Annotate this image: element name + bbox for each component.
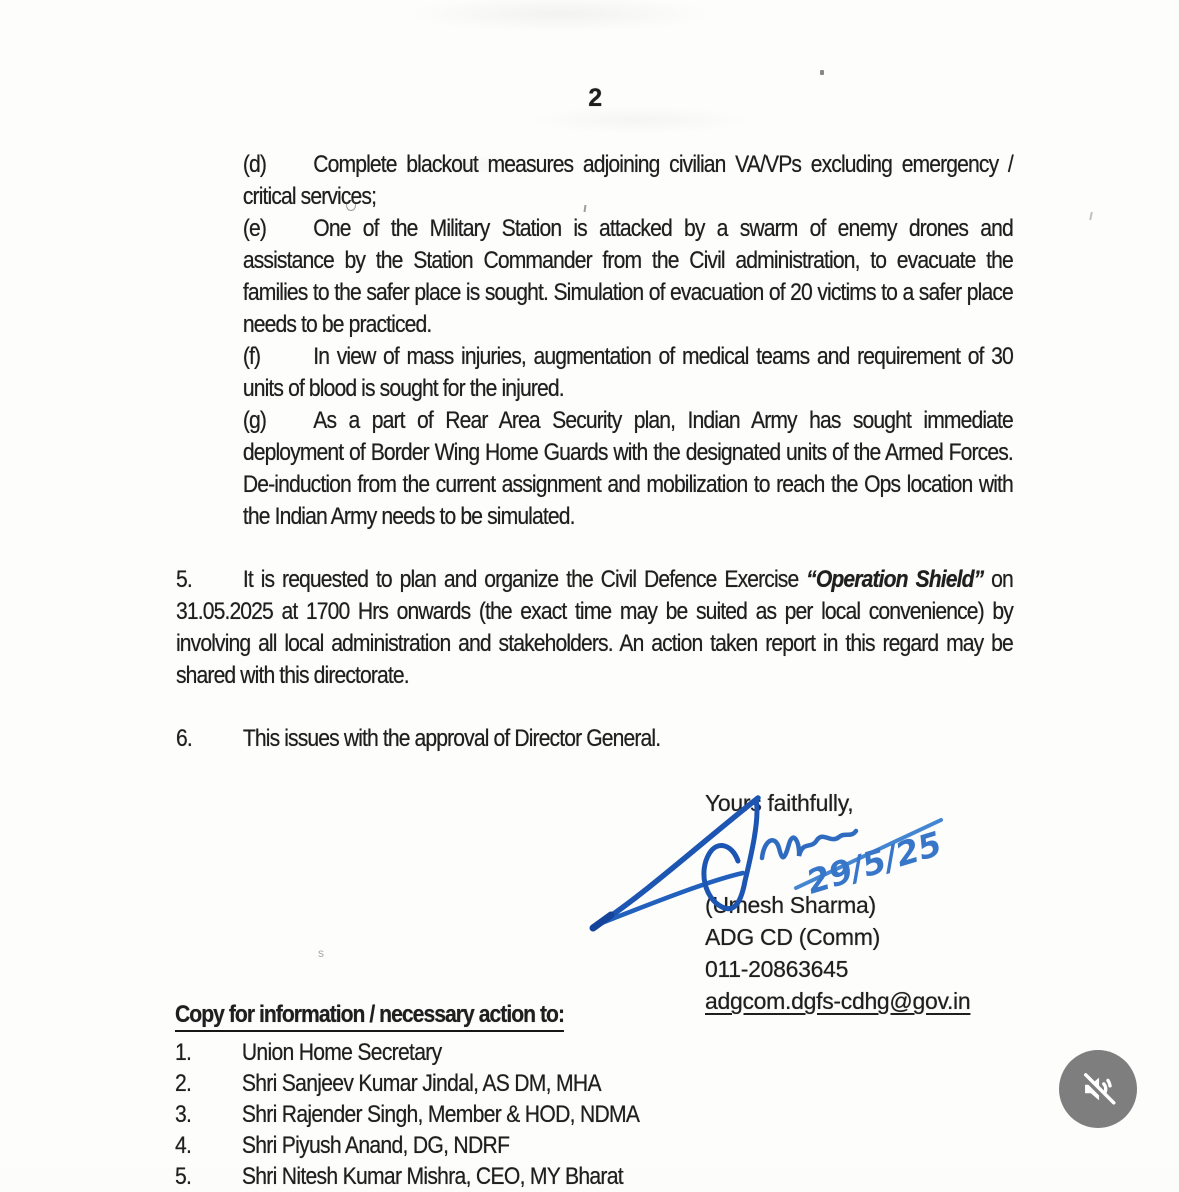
paragraph-g-text: As a part of Rear Area Security plan, Indian Army has sought immediate deployment of Border Wing Home Guards with the designated units of the Armed Forces. De-induction from the current assignment and mobilization to reach the Ops location with the Indian Army needs to be simulated.	[242, 407, 1013, 530]
paragraph-5-text-pre: It is requested to plan and organize the Civil Defence Exercise	[242, 566, 807, 593]
signature-letter-stroke	[704, 800, 757, 909]
copy-item-number: 1.	[175, 1039, 192, 1066]
signature-flourish-lower-stroke	[599, 873, 743, 924]
paragraph-g-label: (g)	[242, 407, 267, 434]
paragraph-f-label: (f)	[242, 343, 261, 370]
operation-shield-emphasis: “Operation Shield”	[806, 566, 984, 593]
scan-tick-mark	[1089, 212, 1093, 220]
signatory-designation: ADG CD (Comm)	[705, 924, 880, 950]
paragraph-6	[176, 723, 1013, 755]
signature-date: 29/5/25	[801, 823, 947, 902]
copy-item-number: 2.	[175, 1070, 192, 1097]
copy-item-name: Shri Sanjeev Kumar Jindal, AS DM, MHA	[241, 1070, 601, 1097]
paragraph-d-text: Complete blackout measures adjoining civilian VA/VPs excluding emergency / critical services;	[242, 151, 1013, 210]
paragraph-6-text: This issues with the approval of Director General.	[242, 725, 661, 752]
copy-item-name: Union Home Secretary	[241, 1039, 442, 1066]
paragraph-5	[176, 564, 1013, 692]
scan-letter-mark: s	[318, 946, 324, 960]
paragraph-d	[243, 149, 1013, 213]
copy-item-name: Shri Piyush Anand, DG, NDRF	[241, 1132, 510, 1159]
copy-list-item	[175, 1099, 879, 1130]
paragraph-f-text: In view of mass injuries, augmentation of medical teams and requirement of 30 units of blood is sought for the injured.	[242, 343, 1013, 402]
copy-item-number: 5.	[175, 1163, 192, 1190]
copy-item-number: 3.	[175, 1101, 192, 1128]
copy-item-number: 4.	[175, 1132, 192, 1159]
letter-body	[176, 149, 1013, 755]
paragraph-g	[243, 405, 1013, 533]
paragraph-6-label: 6.	[176, 725, 192, 752]
copy-list-item	[175, 1130, 879, 1161]
paragraph-e-text: One of the Military Station is attacked by a swarm of enemy drones and assistance by the Station Commander from the Civil administration, to evacuate the families to the safer place is sought. Simulation of evacuation of 20 victims to a safer place needs to be practiced.	[242, 215, 1013, 338]
copy-section-heading: Copy for information / necessary action to:	[175, 1002, 564, 1032]
copy-list-item	[175, 1037, 879, 1068]
copy-item-name: Shri Rajender Singh, Member & HOD, NDMA	[241, 1101, 640, 1128]
mute-button[interactable]	[1059, 1050, 1137, 1128]
salutation: Yours faithfully,	[705, 790, 854, 816]
paragraph-e	[243, 213, 1013, 341]
speaker-muted-icon	[1077, 1068, 1119, 1110]
paragraph-5-label: 5.	[176, 566, 192, 593]
paragraph-5-text-post: on 31.05.2025 at 1700 Hrs onwards (the exact time may be suited as per local convenience) by involving all local administration and stakeholders. An action taken report in this regard may be shared with this directorate.	[176, 566, 1013, 689]
signatory-phone: 011-20863645	[705, 956, 849, 982]
signatory-name: (Umesh Sharma)	[705, 892, 876, 918]
page-number: 2	[588, 84, 602, 112]
scan-speck	[820, 70, 824, 75]
handwritten-signature	[585, 776, 955, 936]
paragraph-f	[243, 341, 1013, 405]
paragraph-e-label: (e)	[242, 215, 267, 242]
signatory-email: adgcom.dgfs-cdhg@gov.in	[705, 988, 971, 1014]
copy-section	[175, 1001, 879, 1192]
copy-item-name: Shri Nitesh Kumar Mishra, CEO, MY Bharat	[241, 1163, 623, 1190]
copy-list-item	[175, 1068, 879, 1099]
copy-list-item	[175, 1161, 879, 1192]
copy-list	[175, 1037, 879, 1192]
paragraph-d-label: (d)	[242, 151, 267, 178]
